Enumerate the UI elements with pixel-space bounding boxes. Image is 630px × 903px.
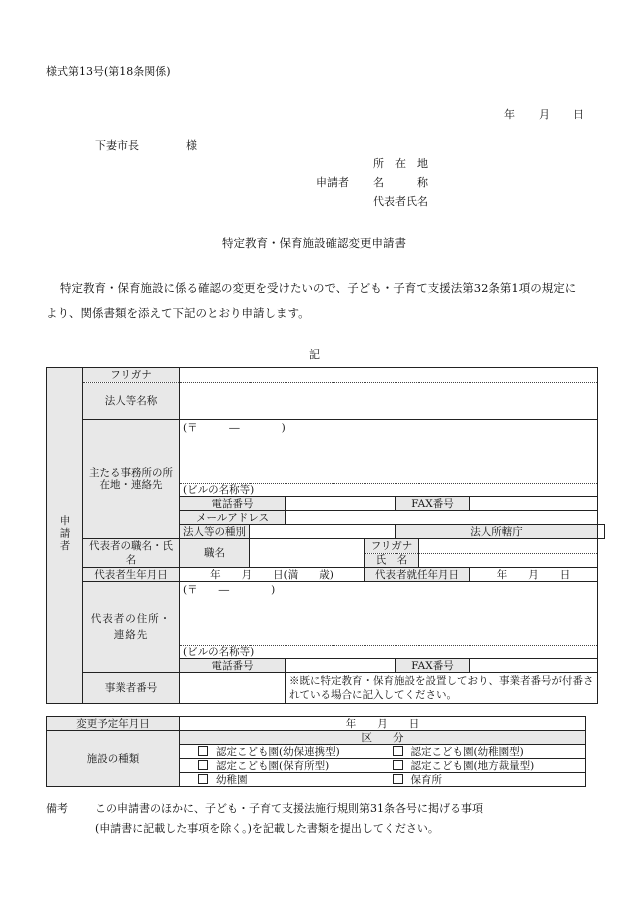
category-header: 区 分 [180,731,586,745]
option-label: 保育所 [410,773,442,786]
business-number-label: 事業者番号 [83,673,180,704]
rep-birth-field[interactable]: 年 月 日(満 歳) [180,568,365,582]
email-field[interactable] [286,511,598,525]
rep-furigana-field[interactable] [419,539,598,554]
option-label: 認定こども園(保育所型) [216,759,330,772]
checkbox-icon[interactable] [393,774,403,784]
option-ninteikodomoen-chihosairyo[interactable] [390,759,586,773]
option-label: 認定こども園(幼稚園型) [410,745,524,758]
option-ninteikodomoen-yochien[interactable] [390,745,586,759]
office-address-field[interactable] [180,420,598,484]
fax-field[interactable] [470,497,598,511]
option-hoikusho[interactable] [390,773,586,787]
checkbox-icon[interactable] [198,760,208,770]
email-label: メールアドレス [180,511,286,525]
date-month: 月 [539,108,550,121]
facility-type-label: 施設の種類 [47,731,180,787]
ki-label: 記 [309,348,320,361]
phone-field[interactable] [286,497,396,511]
corp-authority-field[interactable] [598,525,605,539]
applicant-side-label: 申請者 [47,368,83,704]
checkbox-icon[interactable] [198,746,208,756]
rep-person-name-label: 氏 名 [365,553,419,568]
postal-code-label: (〒 ― ) [183,422,286,434]
addressee-honorific: 様 [186,139,197,152]
job-title-field[interactable] [250,539,365,568]
lower-table [46,716,586,787]
business-number-note: ※既に特定教育・保育施設を設置しており、事業者番号が付番されている場合に記入してください。 [286,673,598,704]
option-label: 認定こども園(地方裁量型) [410,759,535,772]
option-label: 幼稚園 [216,773,248,786]
checkbox-icon[interactable] [393,760,403,770]
date-year: 年 [504,108,515,121]
form-number: 様式第13号(第18条関係) [46,65,171,78]
corp-type-field[interactable] [250,525,396,539]
rep-furigana-label: フリガナ [365,539,419,554]
remarks-line-1: この申請書のほかに、子ども・子育て支援法施行規則第31条各号に掲げる事項 [95,802,483,815]
addressee-name: 下妻市長 [95,139,139,152]
rep-start-label: 代表者就任年月日 [365,568,470,582]
rep-address-label: 代表者の住所・連絡先 [83,582,180,673]
rep-person-name-field[interactable] [419,553,598,568]
office-label: 主たる事務所の所在地・連絡先 [83,420,180,539]
building-label: (ビルの名称等) [183,484,255,496]
corp-authority-label: 法人所轄庁 [396,525,598,539]
furigana-label: フリガナ [83,368,180,383]
rep-address-field[interactable] [180,582,598,646]
rep-phone-field[interactable] [286,659,396,673]
rep-phone-label: 電話番号 [180,659,286,673]
rep-building-label: (ビルの名称等) [183,646,255,658]
option-label: 認定こども園(幼保連携型) [216,745,340,758]
intro-line-1: 特定教育・保育施設に係る確認の変更を受けたいので、子ども・子育て支援法第32条第1項の規定に [60,281,577,295]
corp-name-label: 法人等名称 [83,383,180,420]
rep-start-field[interactable]: 年 月 日 [470,568,598,582]
option-ninteikodomoen-hoikusho[interactable] [180,759,390,773]
rep-fax-field[interactable] [470,659,598,673]
applicant-name-label: 名 称 [373,176,428,189]
intro-line-2: より、関係書類を添えて下記のとおり申請します。 [46,306,310,320]
date-day: 日 [573,108,584,121]
checkbox-icon[interactable] [393,746,403,756]
application-table [46,367,605,704]
applicant-address-label: 所 在 地 [373,157,428,170]
option-yochien[interactable] [180,773,390,787]
business-number-field[interactable] [180,673,286,704]
job-title-label: 職名 [180,539,250,568]
rep-fax-label: FAX番号 [396,659,470,673]
option-ninteikodomoen-yohorenkei[interactable] [180,745,390,759]
corp-type-label: 法人等の種別 [180,525,250,539]
remarks-label: 備考 [46,802,68,815]
corp-name-field[interactable] [180,383,598,420]
phone-label: 電話番号 [180,497,286,511]
change-date-label: 変更予定年月日 [47,717,180,731]
fax-label: FAX番号 [396,497,470,511]
change-date-field[interactable]: 年 月 日 [180,717,586,731]
rep-birth-label: 代表者生年月日 [83,568,180,582]
checkbox-icon[interactable] [198,774,208,784]
furigana-field[interactable] [180,368,598,383]
rep-building-field[interactable] [180,646,598,659]
rep-postal-code-label: (〒 ― ) [183,584,276,596]
rep-name-title-label: 代表者の職名・氏名 [83,539,180,568]
office-building-field[interactable] [180,484,598,497]
document-title: 特定教育・保育施設確認変更申請書 [222,236,406,250]
applicant-rep-label: 代表者氏名 [373,195,428,208]
remarks-line-2: (申請書に記載した事項を除く。)を記載した書類を提出してください。 [95,822,439,835]
applicant-role: 申請者 [316,176,349,189]
